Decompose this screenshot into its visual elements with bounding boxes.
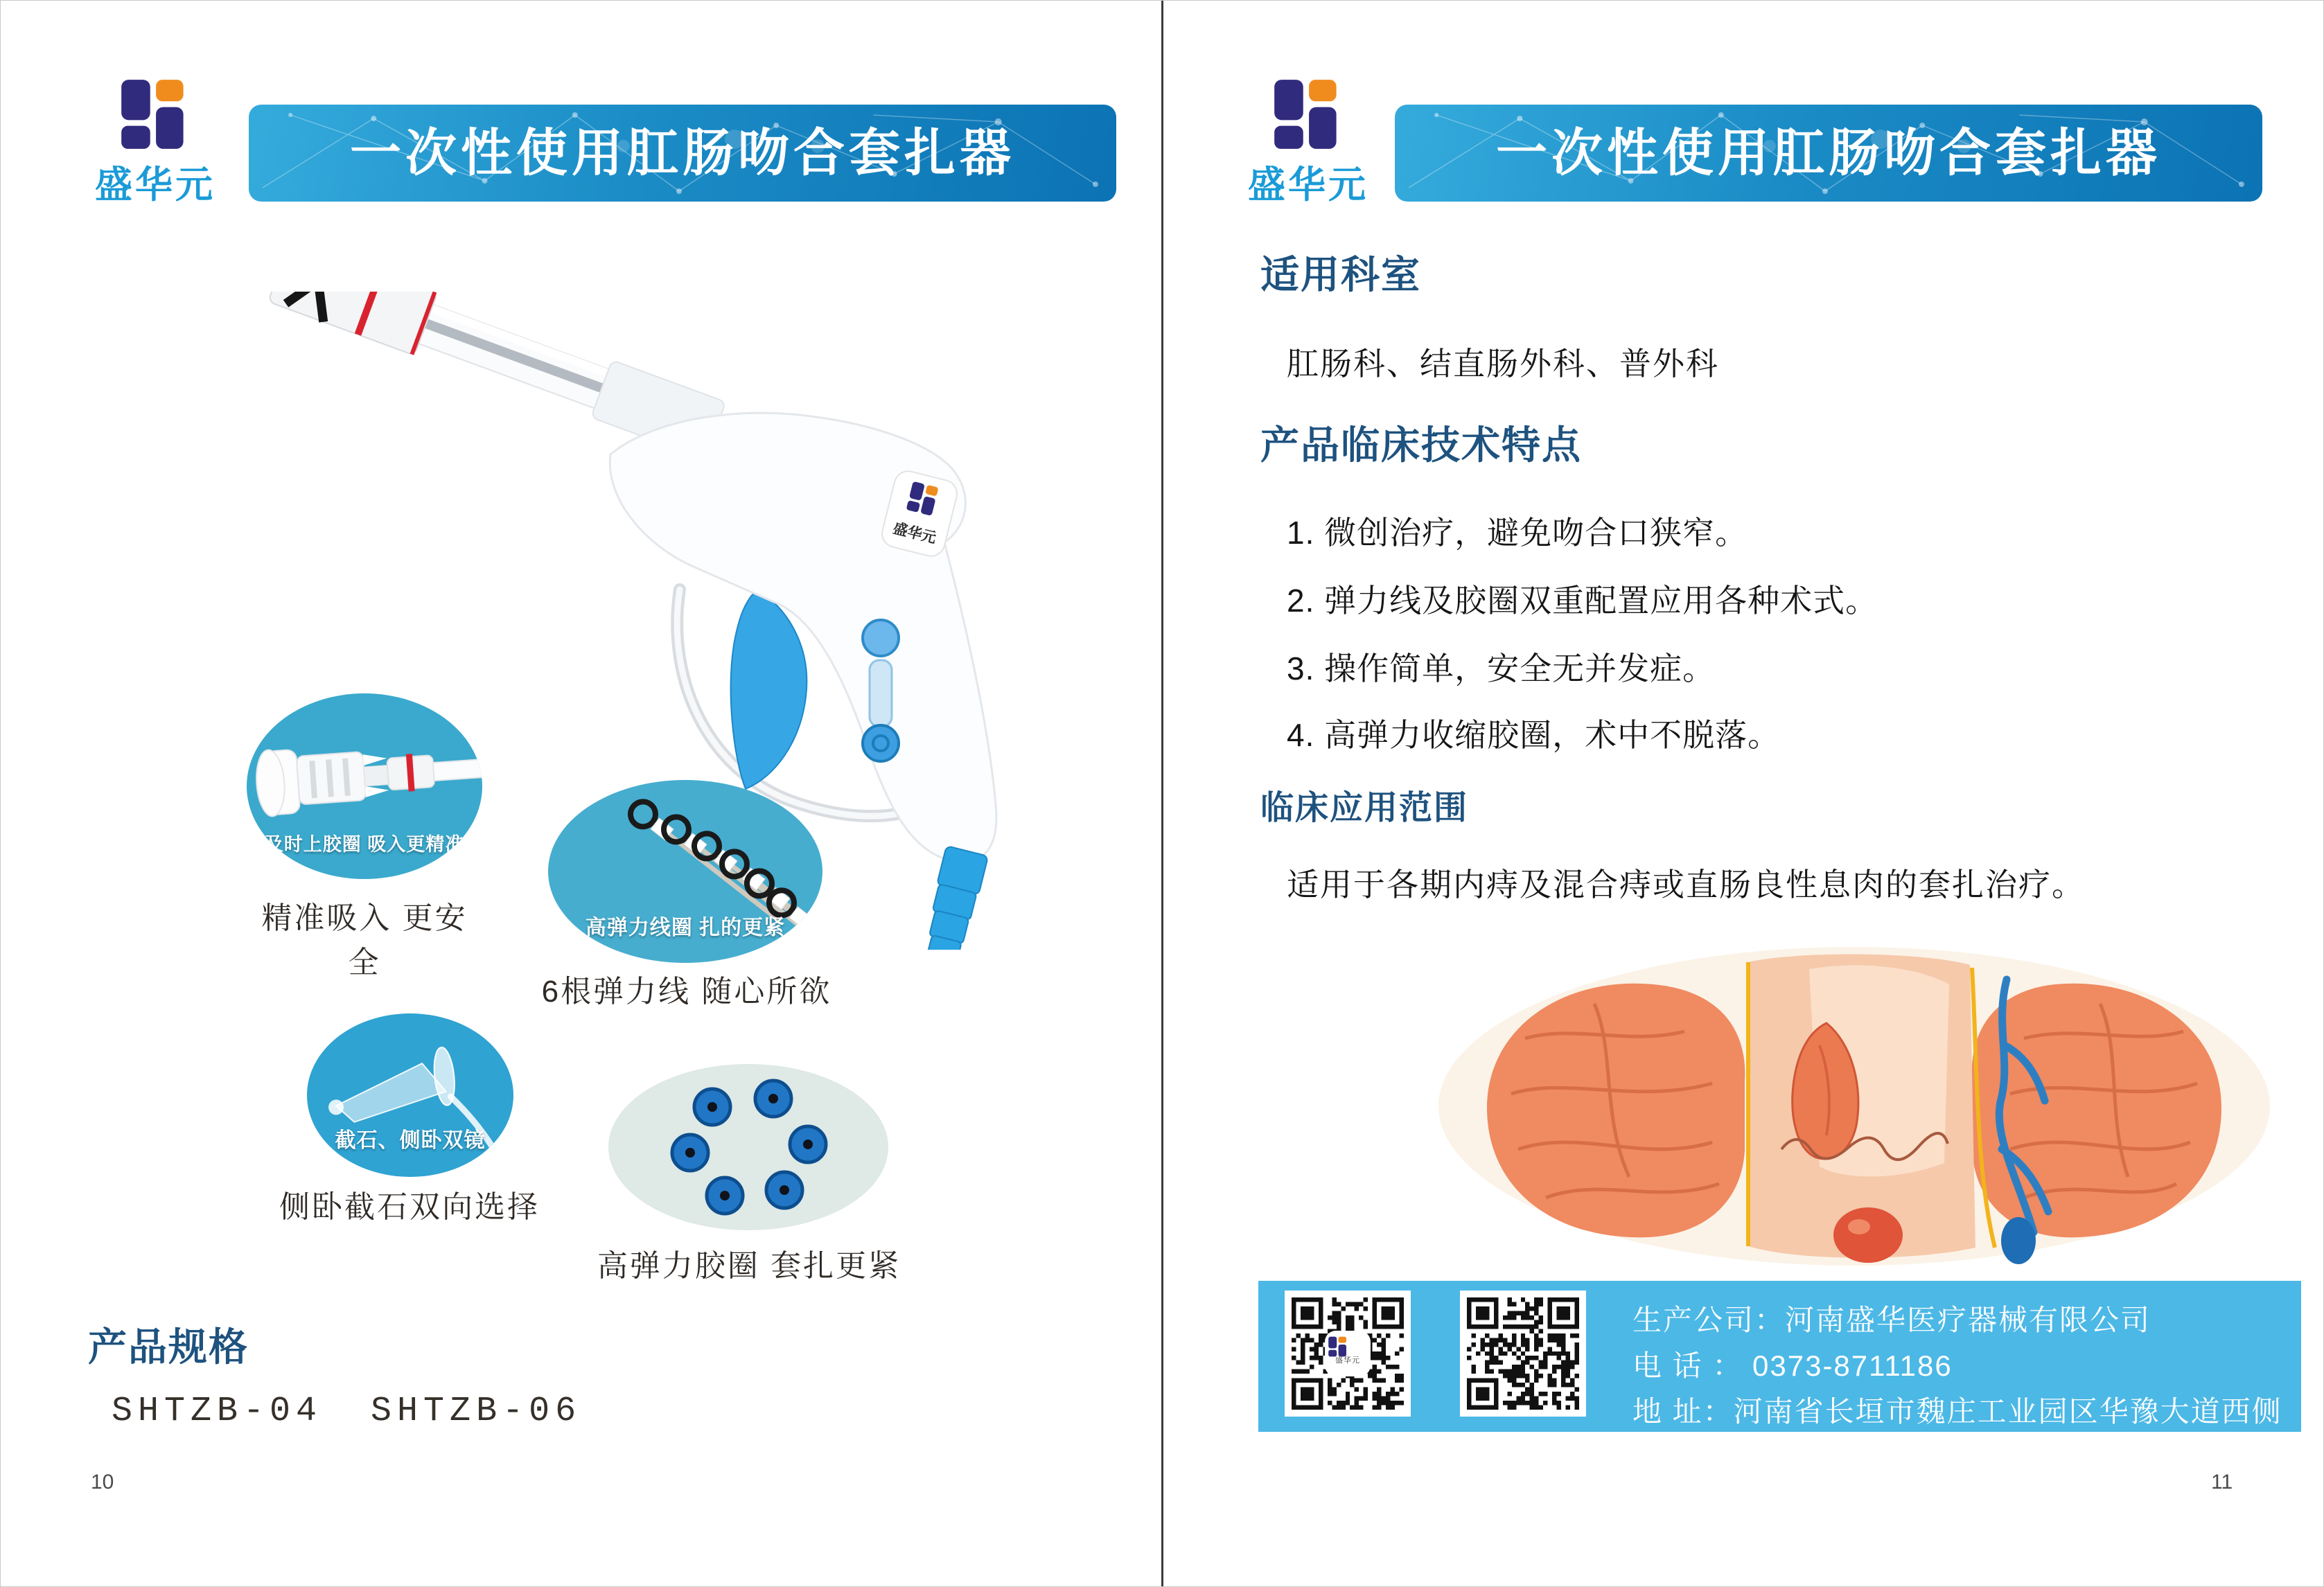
title-banner [249, 105, 1116, 202]
brand-logo [82, 78, 228, 210]
logo-icon [1271, 78, 1344, 150]
page-right [1163, 1, 2324, 1587]
feature-caption: 精准吸入 更安全 [261, 901, 468, 979]
feature-caption: 侧卧截石双向选择 [279, 1190, 540, 1224]
scope-heading: 临床应用范围 [1260, 790, 1469, 826]
dept-body: 肛肠科、结直肠外科、普外科 [1287, 346, 1719, 382]
gun-trigger [731, 589, 807, 789]
feature-circle-suction [247, 693, 482, 879]
clinical-features-heading: 产品临床技术特点 [1260, 423, 1582, 467]
page-number-left: 10 [91, 1471, 114, 1493]
feature-caption: 高弹力胶圈 套扎更紧 [597, 1249, 901, 1283]
dept-heading: 适用科室 [1260, 253, 1421, 296]
page-divider [1161, 1, 1163, 1587]
brand-name: 盛华元 [95, 164, 215, 206]
feature-overlay-label: 截石、侧卧双镜 [335, 1129, 486, 1152]
feature-circle-rubber-rings [608, 1064, 888, 1230]
logo-icon [118, 78, 191, 150]
page-number-right: 11 [2211, 1471, 2233, 1493]
qr-center-logo [1328, 1333, 1368, 1374]
footer-address: 地 址：河南省长垣市魏庄工业园区华豫大道西侧 [1632, 1395, 2282, 1428]
feature-circle-anoscope [307, 1013, 513, 1177]
brand-logo [1235, 78, 1381, 210]
svg-text:盛华元: 盛华元 [891, 520, 938, 547]
specs-heading: 产品规格 [88, 1325, 249, 1369]
logo-icon [1328, 1336, 1348, 1357]
spec-model: SHTZB-04 [112, 1392, 323, 1431]
feature-overlay-label: 及时上胶圈 吸入更精准 [264, 834, 465, 855]
feature-overlay-label: 高弹力线圈 扎的更紧 [585, 916, 786, 939]
clinical-feature-item: 1. 微创治疗，避免吻合口狭窄。 [1287, 515, 1748, 551]
spec-models [112, 1392, 630, 1431]
footer-contact-box [1258, 1281, 2301, 1432]
rubber-rings-art [608, 1064, 888, 1230]
page-left [1, 1, 1162, 1587]
clinical-feature-item: 4. 高弹力收缩胶圈，术中不脱落。 [1287, 717, 1781, 753]
feature-caption: 6根弹力线 随心所欲 [541, 975, 832, 1009]
clinical-feature-item: 2. 弹力线及胶圈双重配置应用各种术式。 [1287, 583, 1878, 619]
footer-phone: 电 话 ： 0373-8711186 [1632, 1349, 1953, 1382]
footer-company: 生产公司：河南盛华医疗器械有限公司 [1632, 1304, 2151, 1336]
anatomy-illustration [1421, 941, 2287, 1268]
qr-code-wechat [1285, 1291, 1411, 1417]
spec-model: SHTZB-06 [371, 1392, 582, 1431]
banner-title: 一次性使用肛肠吻合套扎器 [1496, 124, 2161, 181]
qr-code-website [1460, 1291, 1586, 1417]
scope-body: 适用于各期内痔及混合痔或直肠良性息肉的套扎治疗。 [1287, 867, 2085, 903]
clinical-feature-item: 3. 操作简单，安全无并发症。 [1287, 650, 1716, 686]
banner-title: 一次性使用肛肠吻合套扎器 [350, 124, 1015, 181]
title-banner [1395, 105, 2262, 202]
brand-name: 盛华元 [1335, 1356, 1360, 1365]
gun-cable-connector [919, 846, 988, 950]
brand-name: 盛华元 [1248, 164, 1368, 206]
feature-circle-elastic-lines [548, 780, 822, 963]
